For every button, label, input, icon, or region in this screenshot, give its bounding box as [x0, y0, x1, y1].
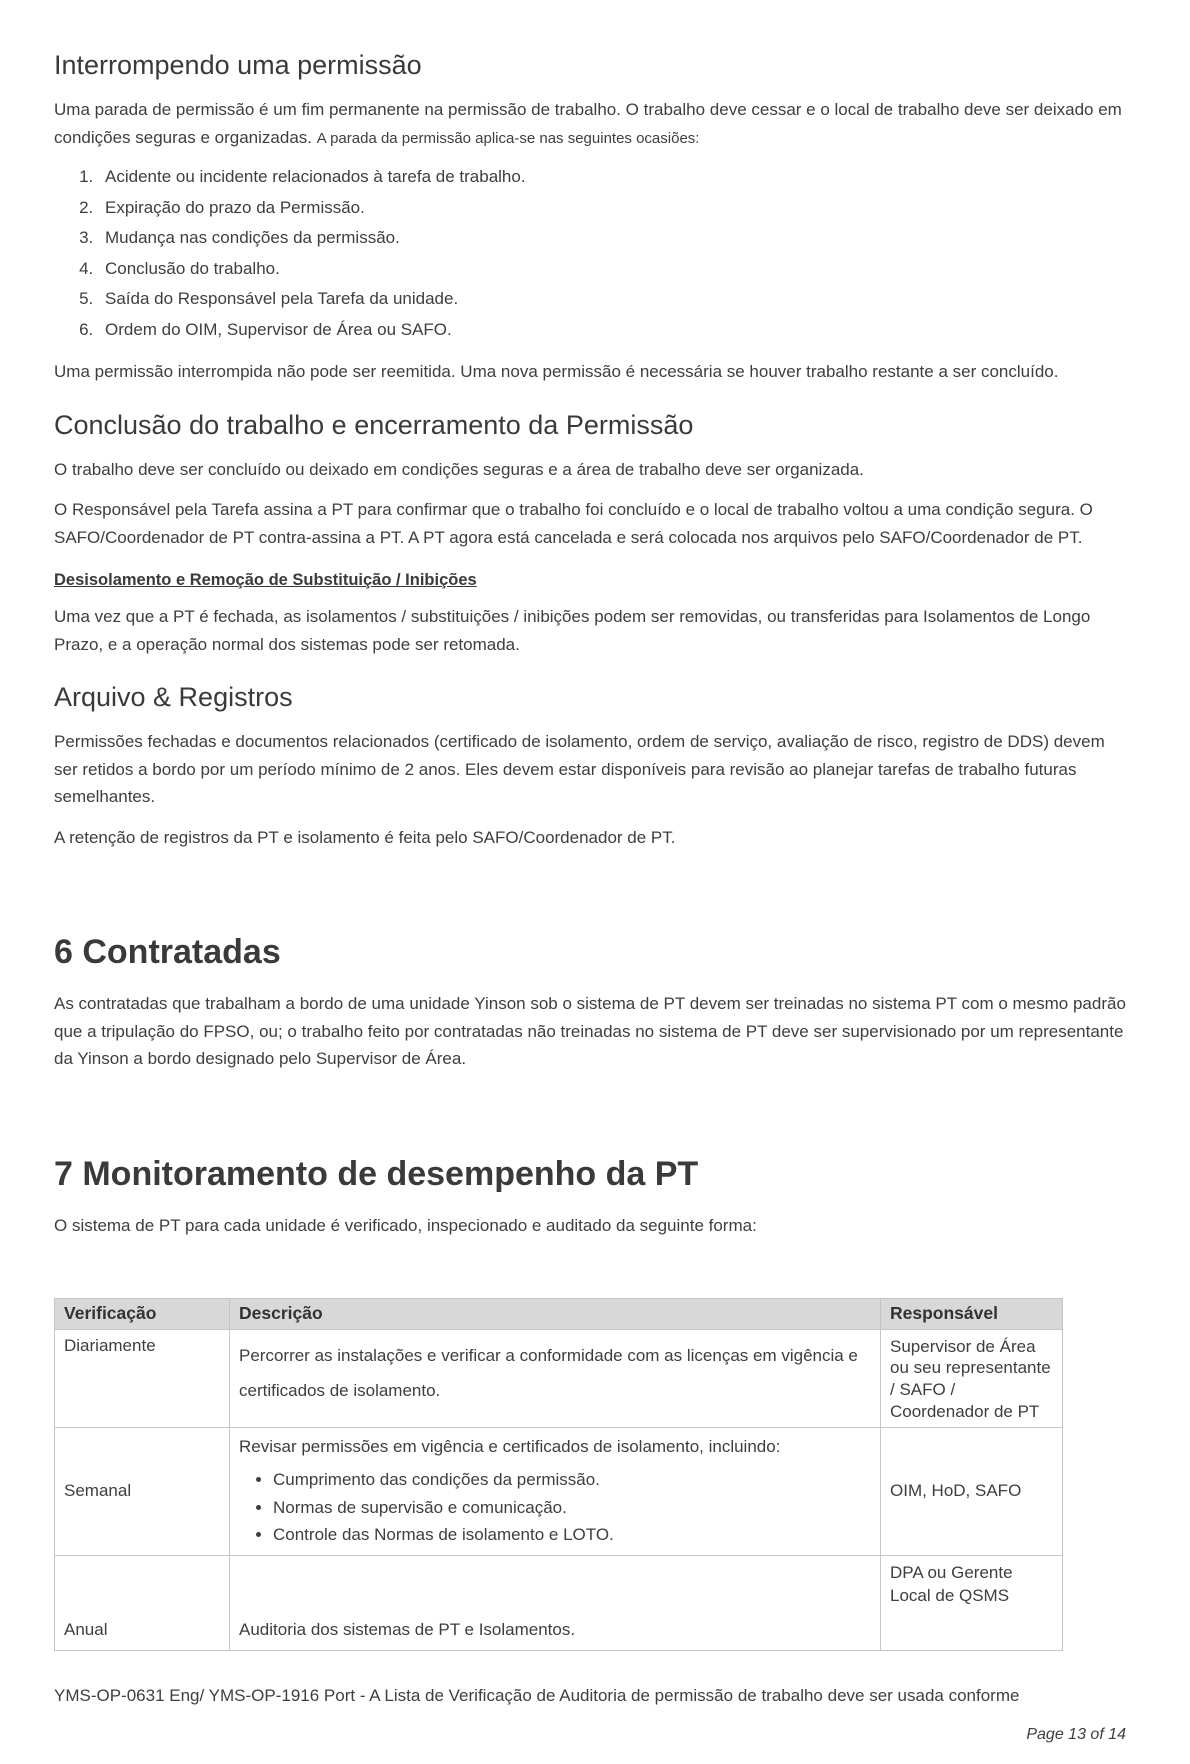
- table-header-responsible: Responsável: [881, 1298, 1063, 1329]
- page-number: Page 13 of 14: [1026, 1726, 1126, 1744]
- chapter-heading-contractors: 6 Contratadas: [54, 933, 281, 972]
- table-row-weekly: [55, 1427, 1063, 1555]
- table-header-row: [55, 1298, 1063, 1329]
- paragraph-monitoring-intro: O sistema de PT para cada unidade é verificado, inspecionado e auditado da seguinte forma:: [54, 1215, 757, 1235]
- section-heading-records: Arquivo & Registros: [54, 682, 293, 713]
- cell-annual-verification: Anual: [55, 1555, 230, 1650]
- interrupting-intro-main: Uma parada de permissão é um fim permanente na permissão de trabalho. O trabalho deve cessar e o local de trabalho deve ser deixado em condições seguras e organizadas.: [54, 100, 1122, 147]
- table-row-daily: [55, 1329, 1063, 1427]
- list-item: 1. Acidente ou incidente relacionados à tarefa de trabalho.: [98, 164, 1126, 190]
- weekly-description-bullets: [273, 1468, 871, 1548]
- interrupting-intro-note: A parada da permissão aplica-se nas seguintes ocasiões:: [316, 129, 700, 147]
- cell-annual-description: Auditoria dos sistemas de PT e Isolamentos.: [230, 1555, 881, 1650]
- footer-note: YMS-OP-0631 Eng/ YMS-OP-1916 Port - A Lista de Verificação de Auditoria de permissão de trabalho deve ser usada conforme: [54, 1685, 1020, 1705]
- paragraph-conclusion-2: O Responsável pela Tarefa assina a PT para confirmar que o trabalho foi concluído e o local de trabalho voltou a uma condição segura. O SAFO/Coordenador de PT contra-assina a PT. A PT agora está cancelada e será colocada nos arquivos pelo SAFO/Coordenador de PT.: [54, 500, 1093, 547]
- cell-daily-verification: Diariamente: [55, 1329, 230, 1427]
- list-item: • Cumprimento das condições da permissão.: [273, 1468, 871, 1493]
- paragraph-records-2: A retenção de registros da PT e isolamento é feita pelo SAFO/Coordenador de PT.: [54, 827, 676, 847]
- list-item: 4. Conclusão do trabalho.: [98, 256, 1126, 282]
- monitoring-table: [54, 1298, 1063, 1651]
- list-item: • Normas de supervisão e comunicação.: [273, 1496, 871, 1521]
- cell-weekly-description: [230, 1427, 881, 1555]
- cell-weekly-verification: Semanal: [55, 1427, 230, 1555]
- list-item: 5. Saída do Responsável pela Tarefa da unidade.: [98, 286, 1126, 312]
- cell-annual-responsible: DPA ou Gerente Local de QSMS: [881, 1555, 1063, 1650]
- interrupting-occasions-list: [54, 164, 1126, 342]
- list-item: 3. Mudança nas condições da permissão.: [98, 225, 1126, 251]
- list-item: 2. Expiração do prazo da Permissão.: [98, 195, 1126, 221]
- cell-daily-description: Percorrer as instalações e verificar a conformidade com as licenças em vigência e certificados de isolamento.: [230, 1329, 881, 1427]
- chapter-heading-monitoring: 7 Monitoramento de desempenho da PT: [54, 1154, 699, 1193]
- table-header-verification: Verificação: [55, 1298, 230, 1329]
- list-item: • Controle das Normas de isolamento e LOTO.: [273, 1523, 871, 1548]
- paragraph-interrupting-outro: Uma permissão interrompida não pode ser reemitida. Uma nova permissão é necessária se houver trabalho restante a ser concluído.: [54, 362, 1059, 382]
- cell-weekly-responsible: OIM, HoD, SAFO: [881, 1427, 1063, 1555]
- paragraph-conclusion-1: O trabalho deve ser concluído ou deixado em condições seguras e a área de trabalho deve ser organizada.: [54, 459, 864, 479]
- table-header-description: Descrição: [230, 1298, 881, 1329]
- paragraph-records-1: Permissões fechadas e documentos relacionados (certificado de isolamento, ordem de serviço, avaliação de risco, registro de DDS) devem ser retidos a bordo por um período mínimo de 2 anos. Eles devem estar disponíveis para revisão ao planejar tarefas de trabalho futuras semelhantes.: [54, 732, 1105, 807]
- sub-heading-deisolation: Desisolamento e Remoção de Substituição / Inibições: [54, 571, 477, 590]
- weekly-description-intro: Revisar permissões em vigência e certificados de isolamento, incluindo:: [239, 1436, 781, 1456]
- paragraph-interrupting-intro: [54, 96, 1126, 151]
- list-item: 6. Ordem do OIM, Supervisor de Área ou SAFO.: [98, 317, 1126, 343]
- cell-daily-responsible: Supervisor de Área ou seu representante / SAFO / Coordenador de PT: [881, 1329, 1063, 1427]
- table-row-annual: [55, 1555, 1063, 1650]
- paragraph-deisolation: Uma vez que a PT é fechada, as isolamentos / substituições / inibições podem ser removidas, ou transferidas para Isolamentos de Longo Prazo, e a operação normal dos sistemas pode ser retomada.: [54, 607, 1091, 654]
- section-heading-conclusion: Conclusão do trabalho e encerramento da Permissão: [54, 409, 694, 440]
- section-heading-interrupting: Interrompendo uma permissão: [54, 50, 422, 80]
- paragraph-contractors: As contratadas que trabalham a bordo de uma unidade Yinson sob o sistema de PT devem ser treinadas no sistema PT com o mesmo padrão que a tripulação do FPSO, ou; o trabalho feito por contratadas não treinadas no sistema de PT deve ser supervisionado por um representante da Yinson a bordo designado pelo Supervisor de Área.: [54, 994, 1126, 1069]
